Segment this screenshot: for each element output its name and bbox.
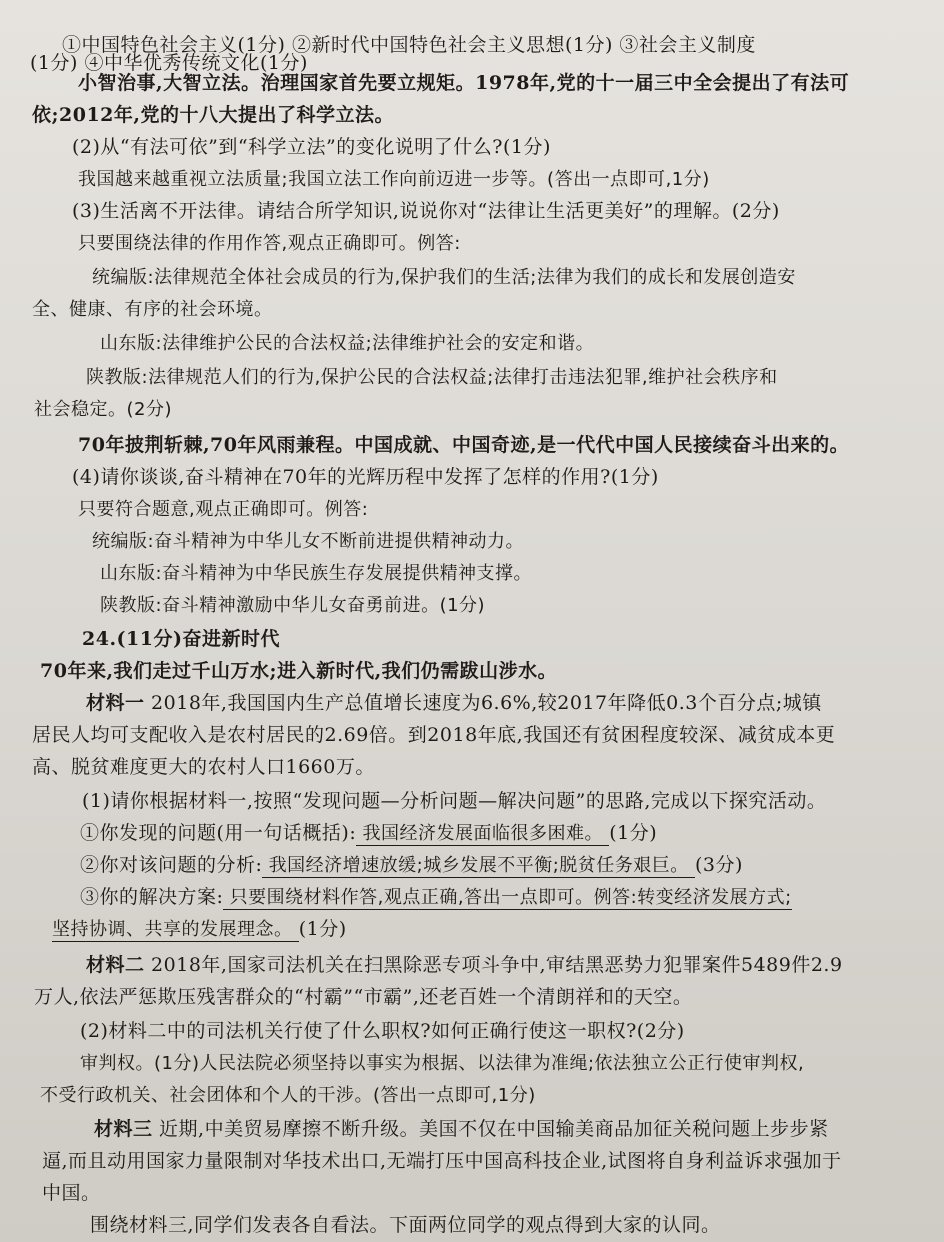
text-line (0, 526, 944, 557)
text-line (0, 982, 944, 1012)
answer-text: 只要符合题意,观点正确即可。例答: (78, 499, 369, 520)
question-text: 材料一 (86, 692, 145, 714)
text-line (0, 786, 944, 816)
question-text: 万人,依法严惩欺压残害群众的“村霸”“市霸”,还老百姓一个清朗祥和的天空。 (34, 986, 693, 1008)
answer-blank: 坚持协调、共享的发展理念。 (52, 919, 299, 940)
text-line (0, 164, 944, 195)
question-text: (3)生活离不开法律。请结合所学知识,说说你对“法律让生活更美好”的理解。(2分) (72, 200, 780, 222)
answer-text: 陕教版:奋斗精神激励中华儿女奋勇前进。(1分) (100, 595, 486, 616)
question-text: 居民人均可支配收入是农村居民的2.69倍。到2018年底,我国还有贫困程度较深、减贫成本更 (32, 724, 836, 746)
question-text: ①你发现的问题(用一句话概括): (80, 822, 357, 844)
answer-blank: 我国经济发展面临很多困难。 (356, 823, 610, 844)
answer-text: 陕教版:法律规范人们的行为,保护公民的合法权益;法律打击违法犯罪,维护社会秩序和 (86, 367, 778, 388)
text-line (0, 558, 944, 589)
text-line (0, 68, 944, 98)
text-line (0, 720, 944, 750)
question-text: (2)从“有法可依”到“科学立法”的变化说明了什么?(1分) (72, 136, 551, 158)
question-text: (1分) ④中华优秀传统文化(1分) (30, 52, 308, 74)
answer-text: 社会稳定。(2分) (34, 399, 172, 420)
text-line (0, 132, 944, 162)
answer-text: 不受行政机关、社会团体和个人的干涉。(答出一点即可,1分) (40, 1085, 536, 1106)
question-text: 70年来,我们走过千山万水;进入新时代,我们仍需跋山涉水。 (40, 660, 558, 682)
text-line (0, 462, 944, 492)
text-line (0, 914, 944, 945)
answer-text: 山东版:法律维护公民的合法权益;法律维护社会的安定和谐。 (100, 333, 595, 354)
text-line (0, 100, 944, 130)
question-text: 24.(11分)奋进新时代 (82, 628, 280, 650)
text-line (0, 294, 944, 325)
text-line (0, 656, 944, 686)
text-line (0, 1080, 944, 1111)
question-text: 近期,中美贸易摩擦不断升级。美国不仅在中国输美商品加征关税问题上步步紧 (152, 1118, 829, 1140)
text-line (0, 362, 944, 393)
question-text: ②你对该问题的分析: (80, 854, 263, 876)
question-text: ③你的解决方案: (80, 886, 224, 908)
answer-text: 山东版:奋斗精神为中华民族生存发展提供精神支撑。 (100, 563, 533, 584)
text-line (0, 752, 944, 782)
text-line (0, 228, 944, 259)
question-text: 小智治事,大智立法。治理国家首先要立规矩。1978年,党的十一届三中全会提出了有法可 (78, 72, 850, 94)
answer-text: 审判权。(1分)人民法院必须坚持以事实为根据、以法律为准绳;依法独立公正行使审判权, (80, 1053, 805, 1074)
question-text: 逼,而且动用国家力量限制对华技术出口,无端打压中国高科技企业,试图将自身利益诉求强加于 (42, 1150, 842, 1172)
question-text: ①中国特色社会主义(1分) ②新时代中国特色社会主义思想(1分) ③社会主义制度 (62, 34, 756, 56)
answer-text: 全、健康、有序的社会环境。 (32, 299, 273, 320)
text-line (0, 882, 944, 913)
text-line (0, 1210, 944, 1240)
question-text: 围绕材料三,同学们发表各自看法。下面两位同学的观点得到大家的认同。 (90, 1214, 721, 1236)
text-line (0, 818, 944, 849)
answer-text: 统编版:法律规范全体社会成员的行为,保护我们的生活;法律为我们的成长和发展创造安 (92, 267, 796, 288)
text-line (0, 394, 944, 425)
question-text: 依;2012年,党的十八大提出了科学立法。 (32, 104, 395, 126)
text-line (0, 590, 944, 621)
question-text: (3分) (694, 854, 743, 876)
text-line (0, 950, 944, 980)
text-line (0, 1178, 944, 1208)
text-line (0, 1016, 944, 1046)
question-text: 材料二 (86, 954, 145, 976)
text-line (0, 494, 944, 525)
question-text: (1分) (298, 918, 347, 940)
question-text: 材料三 (94, 1118, 153, 1140)
question-text: 70年披荆斩棘,70年风雨兼程。中国成就、中国奇迹,是一代代中国人民接续奋斗出来的。 (78, 434, 850, 456)
question-text: 中国。 (42, 1182, 101, 1204)
question-text: (2)材料二中的司法机关行使了什么职权?如何正确行使这一职权?(2分) (80, 1020, 685, 1042)
text-line (0, 850, 944, 881)
answer-text: 统编版:奋斗精神为中华儿女不断前进提供精神动力。 (92, 531, 525, 552)
answer-blank: 我国经济增速放缓;城乡发展不平衡;脱贫任务艰巨。 (262, 855, 695, 876)
question-text: (1分) (609, 822, 658, 844)
text-line (0, 262, 944, 293)
question-text: 2018年,国家司法机关在扫黑除恶专项斗争中,审结黑恶势力犯罪案件5489件2.9 (144, 954, 843, 976)
text-line (0, 430, 944, 460)
answer-text: 只要围绕法律的作用作答,观点正确即可。例答: (78, 233, 461, 254)
answer-text: 我国越来越重视立法质量;我国立法工作向前迈进一步等。(答出一点即可,1分) (78, 169, 710, 190)
text-line (0, 328, 944, 359)
text-line (0, 1048, 944, 1079)
question-text: 高、脱贫难度更大的农村人口1660万。 (32, 756, 375, 778)
text-line (0, 1146, 944, 1176)
question-text: 2018年,我国国内生产总值增长速度为6.6%,较2017年降低0.3个百分点;城镇 (144, 692, 822, 714)
text-line (0, 688, 944, 718)
question-text: (4)请你谈谈,奋斗精神在70年的光辉历程中发挥了怎样的作用?(1分) (72, 466, 659, 488)
question-text: (1)请你根据材料一,按照“发现问题—分析问题—解决问题”的思路,完成以下探究活动。 (82, 790, 827, 812)
text-line (0, 196, 944, 226)
text-line (0, 1114, 944, 1144)
answer-blank: 只要围绕材料作答,观点正确,答出一点即可。例答:转变经济发展方式; (223, 887, 792, 908)
text-line (0, 624, 944, 654)
